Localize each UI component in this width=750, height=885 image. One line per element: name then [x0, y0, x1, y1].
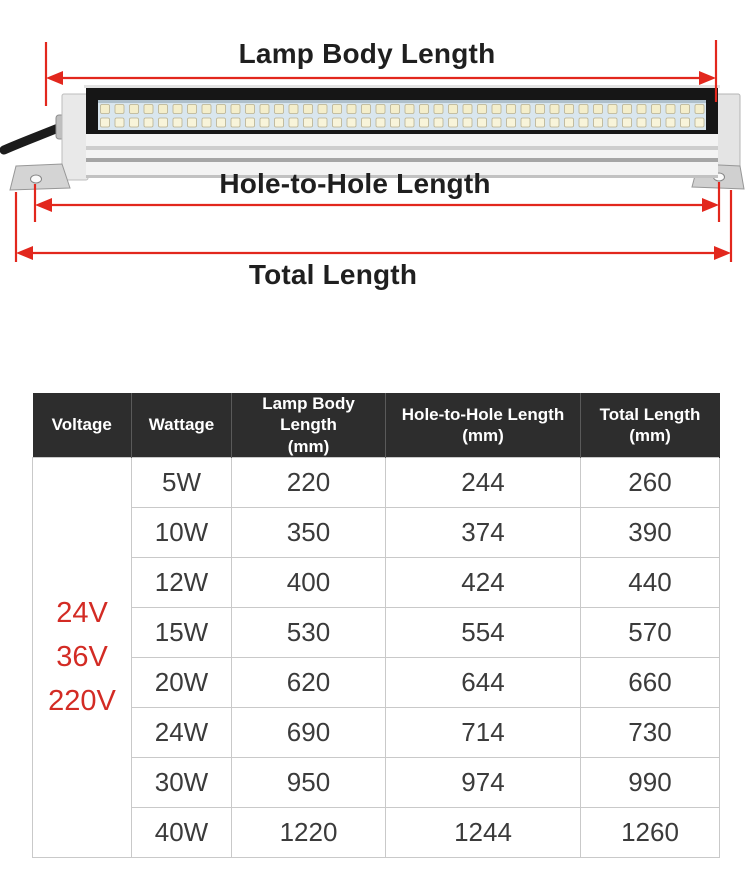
arrowhead-left-lamp-body: [46, 71, 63, 85]
total-length-cell: 990: [581, 757, 720, 807]
voltage-option: 24V: [56, 597, 108, 630]
arrowhead-right-hole-to-hole: [702, 198, 719, 212]
header-total-length: Total Length (mm): [581, 393, 720, 457]
wattage-cell: 30W: [132, 757, 232, 807]
total-length-label: Total Length: [248, 259, 418, 290]
lamp-body-cell: 690: [232, 707, 386, 757]
spec-table-header-row: [33, 393, 720, 457]
voltage-cell: [33, 457, 132, 857]
total-length-cell: 1260: [581, 807, 720, 857]
hole-to-hole-cell: 424: [386, 557, 581, 607]
hole-to-hole-cell: 554: [386, 607, 581, 657]
lamp-body-cell: 220: [232, 457, 386, 507]
lamp-body-cell: 350: [232, 507, 386, 557]
table-row: [33, 707, 720, 757]
spec-table: [32, 393, 720, 858]
total-length-cell: 390: [581, 507, 720, 557]
hole-to-hole-cell: 974: [386, 757, 581, 807]
wattage-cell: 10W: [132, 507, 232, 557]
total-length-cell: 440: [581, 557, 720, 607]
header-voltage: Voltage: [33, 393, 132, 457]
wattage-cell: 24W: [132, 707, 232, 757]
lamp-body-cell: 950: [232, 757, 386, 807]
table-row: [33, 807, 720, 857]
total-length-cell: 260: [581, 457, 720, 507]
header-wattage: Wattage: [132, 393, 232, 457]
voltage-option: 36V: [56, 641, 108, 674]
header-lamp-body-length: Lamp Body Length (mm): [232, 393, 386, 457]
hole-to-hole-cell: 714: [386, 707, 581, 757]
lamp-body-length-label: Lamp Body Length: [238, 38, 496, 69]
lamp-body-cell: 620: [232, 657, 386, 707]
lamp-body-cell: 400: [232, 557, 386, 607]
hole-to-hole-cell: 374: [386, 507, 581, 557]
wattage-cell: 12W: [132, 557, 232, 607]
hole-to-hole-cell: 644: [386, 657, 581, 707]
table-row: [33, 507, 720, 557]
table-row: [33, 557, 720, 607]
table-row: [33, 457, 720, 507]
wattage-cell: 40W: [132, 807, 232, 857]
wattage-cell: 5W: [132, 457, 232, 507]
total-length-cell: 570: [581, 607, 720, 657]
header-hole-to-hole-length: Hole-to-Hole Length (mm): [386, 393, 581, 457]
dimension-total-length: [16, 190, 731, 262]
wattage-cell: 20W: [132, 657, 232, 707]
arrowhead-right-lamp-body: [699, 71, 716, 85]
voltage-option: 220V: [48, 685, 116, 718]
arrowhead-left-hole-to-hole: [35, 198, 52, 212]
total-length-cell: 730: [581, 707, 720, 757]
arrowhead-right-total: [714, 246, 731, 260]
table-row: [33, 757, 720, 807]
wattage-cell: 15W: [132, 607, 232, 657]
table-row: [33, 607, 720, 657]
arrowhead-left-total: [16, 246, 33, 260]
hole-to-hole-length-label: Hole-to-Hole Length: [219, 168, 491, 199]
hole-to-hole-cell: 1244: [386, 807, 581, 857]
lamp-dimension-diagram: [0, 0, 750, 340]
table-row: [33, 657, 720, 707]
led-panel: [98, 100, 706, 130]
lamp-body-cell: 1220: [232, 807, 386, 857]
total-length-cell: 660: [581, 657, 720, 707]
hole-to-hole-cell: 244: [386, 457, 581, 507]
lamp-body-cell: 530: [232, 607, 386, 657]
